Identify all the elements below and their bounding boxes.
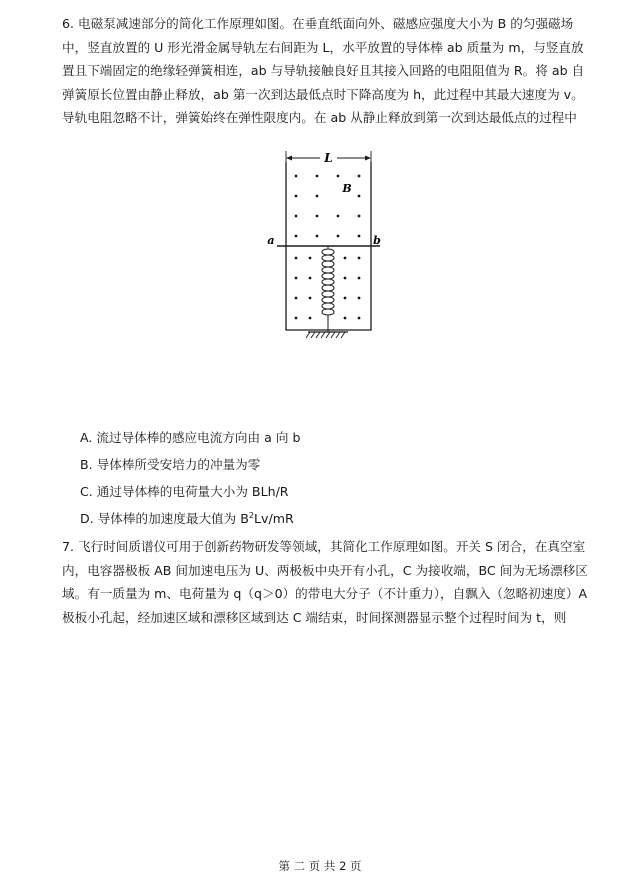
label-b-field: B — [342, 182, 352, 195]
rail-spring-diagram — [262, 148, 387, 348]
question-6-stem: 6. 电磁泵减速部分的简化工作原理如图。在垂直纸面向外、磁感应强度大小为 B 的匀强磁场中，竖直放置的 U 形光滑金属导轨左右间距为 L，水平放置的导体棒 ab 质量为 m，与竖直放置且下端固定的绝缘轻弹簧相连，ab 与导轨接触良好且其接入回路的电阻阻值为 R。将 ab 自弹簧原长位置由静止释放，ab 第一次到达最低点时下降高度为 h，此过程中其最大速度为 v。导轨电阻忽略不计，弹簧始终在弹性限度内。在 ab 从静止释放到第一次到达最低点的过程中 — [62, 16, 585, 125]
option-a: A. 流过导体棒的感应电流方向由 a 向 b — [80, 430, 301, 445]
option-d-suffix: Lv/mR — [253, 511, 294, 526]
option-d-prefix: D. 导体棒的加速度最大值为 B — [80, 511, 249, 526]
label-l: L — [324, 151, 333, 165]
page-footer: 第 二 页 共 2 页 — [278, 859, 362, 873]
option-b: B. 导体棒所受安培力的冲量为零 — [80, 457, 261, 472]
option-c: C. 通过导体棒的电荷量大小为 BLh/R — [80, 484, 289, 499]
option-d — [80, 509, 294, 529]
question-7-stem: 7. 飞行时间质谱仪可用于创新药物研发等领域，其简化工作原理如图。开关 S 闭合，在真空室内，电容器极板 AB 间加速电压为 U、两极板中央开有小孔，C 为接收端，BC 间为无场漂移区域。有一质量为 m、电荷量为 q（q＞0）的带电大分子（不计重力），自飘入（忽略初速度）A 极板小孔起，经加速区域和漂移区域到达 C 端结束，时间探测器显示整个过程时间为 t，则 — [62, 539, 588, 625]
ground-hatch — [306, 332, 348, 338]
label-b-end: b — [373, 234, 381, 247]
label-a: a — [267, 234, 275, 247]
option-d-exponent: 2 — [248, 510, 254, 520]
spring — [322, 246, 334, 332]
